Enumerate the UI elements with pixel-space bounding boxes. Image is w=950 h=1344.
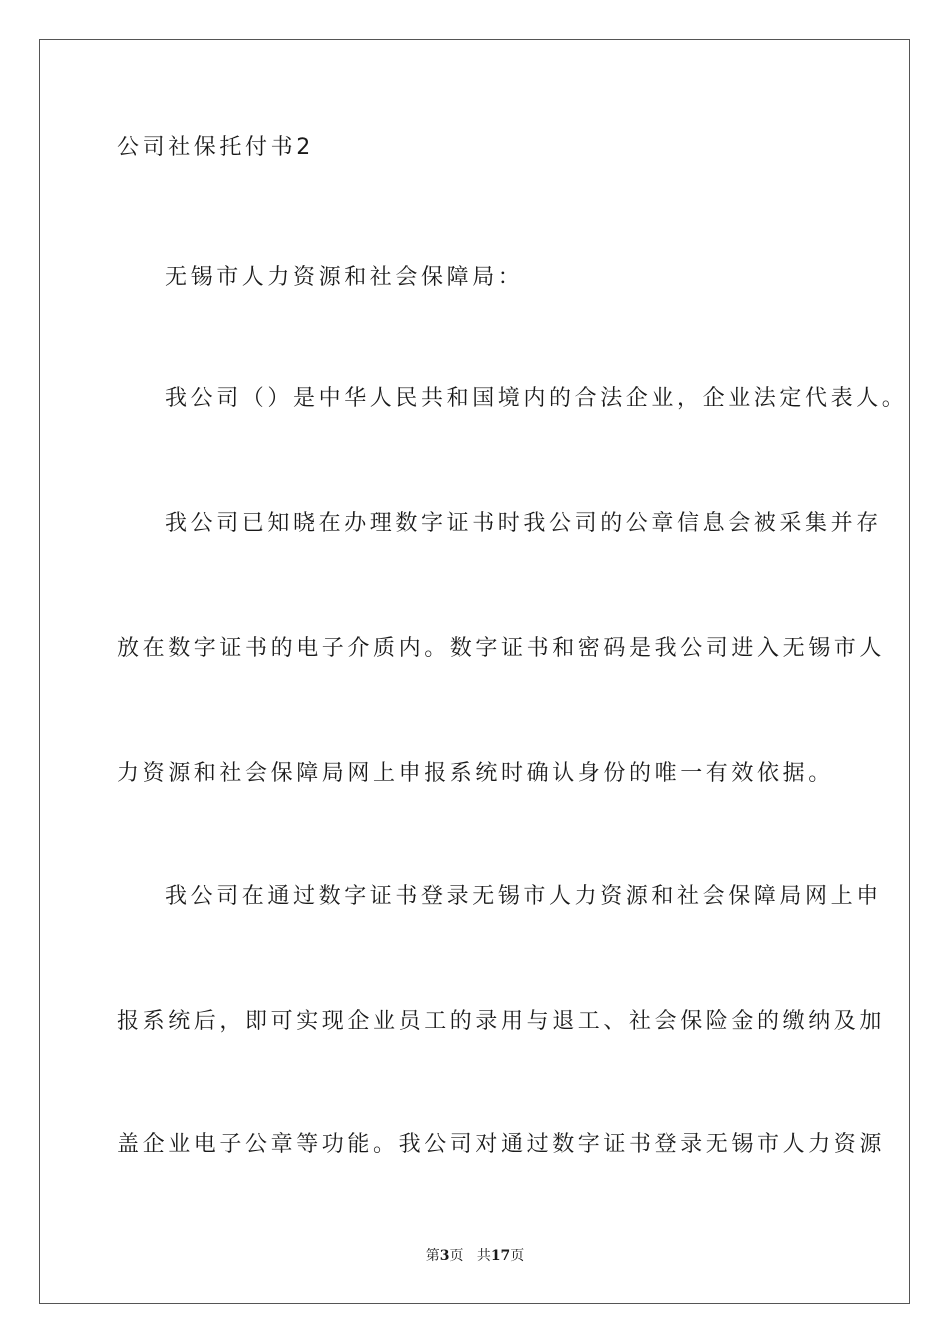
paragraph-line: 我公司在通过数字证书登录无锡市人力资源和社会保障局网上申 bbox=[165, 884, 882, 909]
page-border bbox=[39, 39, 910, 1304]
page-footer bbox=[0, 1246, 950, 1266]
paragraph-line: 无锡市人力资源和社会保障局： bbox=[165, 265, 524, 290]
page-number: 3 bbox=[439, 1248, 450, 1264]
paragraph-line: 力资源和社会保障局网上申报系统时确认身份的唯一有效依据。 bbox=[117, 761, 834, 786]
paragraph-line: 我公司（）是中华人民共和国境内的合法企业，企业法定代表人。 bbox=[165, 386, 908, 411]
total-pages: 17 bbox=[490, 1248, 511, 1264]
paragraph-line: 放在数字证书的电子介质内。数字证书和密码是我公司进入无锡市人 bbox=[117, 636, 886, 661]
page-suffix: 页 bbox=[449, 1248, 464, 1264]
paragraph-line: 我公司已知晓在办理数字证书时我公司的公章信息会被采集并存 bbox=[165, 511, 882, 536]
total-suffix: 页 bbox=[510, 1248, 525, 1264]
document-title: 公司社保托付书2 bbox=[117, 135, 314, 160]
paragraph-line: 盖企业电子公章等功能。我公司对通过数字证书登录无锡市人力资源 bbox=[117, 1132, 886, 1157]
paragraph-line: 报系统后，即可实现企业员工的录用与退工、社会保险金的缴纳及加 bbox=[117, 1009, 886, 1034]
page-prefix: 第 bbox=[425, 1248, 440, 1264]
total-prefix: 共 bbox=[476, 1248, 491, 1264]
